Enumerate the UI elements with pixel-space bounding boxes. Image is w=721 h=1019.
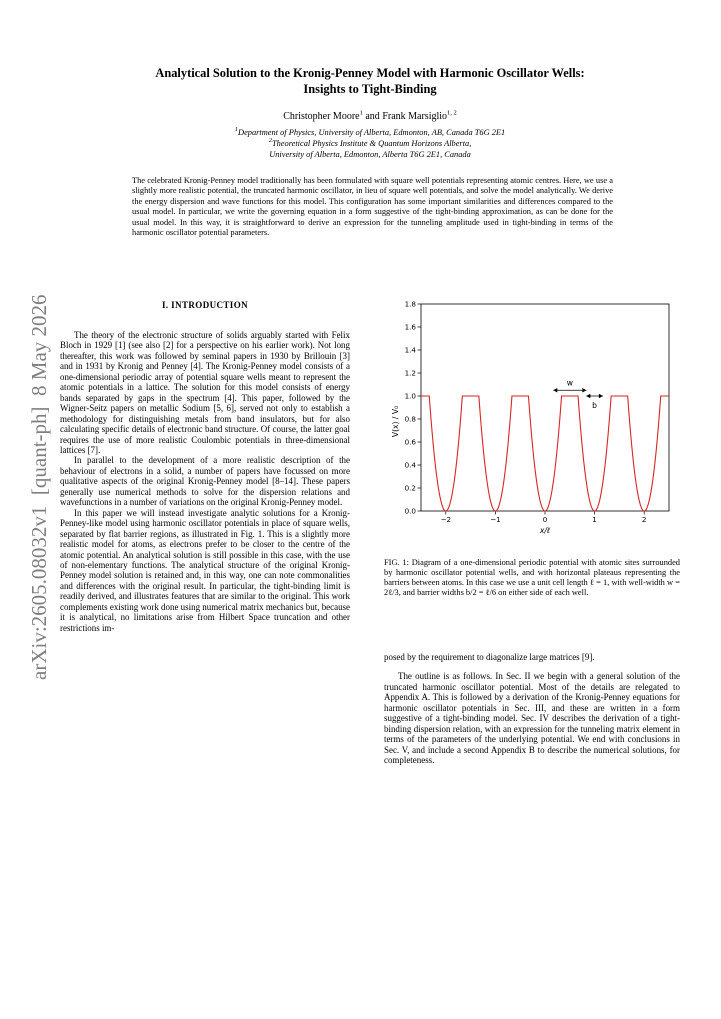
author-separator: and [362, 111, 383, 122]
arxiv-identifier: arXiv:2605.08032v1 [quant-ph] 8 May 2026 [27, 294, 51, 680]
paragraph: The theory of the electronic structure of solids arguably started with Felix Bloch in 1929 [1] (see also [2] for a perspective on his earlier work). Not long thereafter, this work was followed by seminal papers in 1930 by Brillouin [3] and in 1931 by Kronig and Penney [4]. The Kronig-Penney model consists of a one-dimensional periodic array of potential square wells meant to represent the atomic potentials in a lattice. The solution for this model consists of energy bands separated by gaps in the spectrum [4]. This paper, followed by the Wigner-Seitz papers on metallic Sodium [5, 6], served not only to establish a methodology for distinguishing metals from band insulators, but for also calculating specific details of electronic band structure. Of course, the latter goal requires the use of more realistic Coulombic potentials in three-dimensional lattices [7]. [60, 330, 350, 455]
arrow-head-left [586, 394, 590, 398]
y-axis-label: V(x) / V₀ [391, 405, 400, 438]
y-tick-label: 1.6 [404, 322, 416, 332]
potential-curve [421, 396, 669, 511]
y-tick-label: 0.8 [404, 414, 416, 424]
affiliation-line: Theoretical Physics Institute & Quantum Horizons Alberta, [271, 139, 472, 148]
plot-frame [421, 304, 669, 511]
x-tick-label: −2 [440, 515, 452, 524]
arrow-head-right [599, 394, 603, 398]
y-tick-label: 1.0 [404, 391, 416, 401]
x-tick-label: 1 [592, 515, 597, 524]
author-name: Christopher Moore [283, 111, 360, 122]
left-column [60, 330, 350, 633]
paragraph: In this paper we will instead investigate analytic solutions for a Kronig-Penney-like model using harmonic oscillator potentials in place of square wells, separated by flat barrier regions, as illustrated in Fig. 1. This is a slightly more realistic model for atoms, as electrons prefer to be closer to the centre of the atomic potential. An analytical solution is still possible in this case, with the use of non-elementary functions. The analytical structure of the original Kronig-Penney model solution is retained and, in this way, one can note commonalities and differences with the original result. In particular, the tight-binding limit is readily derived, and illustrates features that are similar to the original. This work complements existing work done using numerical matrix mechanics but, because it is analytical, no limitations arise from Hilbert Space truncation and other restrictions im- [60, 507, 350, 633]
paragraph: posed by the requirement to diagonalize large matrices [9]. [384, 652, 595, 662]
y-tick-label: 0.4 [404, 460, 416, 470]
arrow-head-right [582, 388, 586, 392]
title-line-2: Insights to Tight-Binding [303, 82, 437, 96]
affiliation-marker: 1 [234, 126, 239, 134]
annotation-label: w [566, 378, 573, 388]
y-tick-label: 1.4 [404, 345, 416, 355]
affiliation-line: University of Alberta, Edmonton, Alberta T6G 2E1, Canada [269, 150, 471, 159]
title-line-1: Analytical Solution to the Kronig-Penney Model with Harmonic Oscillator Wells: [155, 66, 585, 80]
affiliation-marker: 1, 2 [447, 109, 457, 117]
author-list [70, 111, 670, 122]
y-tick-label: 1.2 [404, 368, 416, 378]
author-name: Frank Marsiglio [382, 111, 448, 122]
y-tick-label: 0.6 [404, 437, 416, 447]
x-tick-label: 0 [542, 515, 548, 524]
affiliation-marker: 2 [268, 137, 272, 145]
paper-title [70, 65, 670, 97]
section-heading: I. INTRODUCTION [161, 300, 248, 310]
figure-caption: FIG. 1: Diagram of a one-dimensional periodic potential with atomic sites surrounded by harmonic oscillator potential wells, and with horizontal plateaus representing the barriers between atoms. In this case we use a unit cell length ℓ = 1, with well-width w = 2ℓ/3, and barrier widths b/2 = ℓ/6 on either side of each well. [384, 558, 680, 597]
y-tick-label: 0.0 [404, 506, 416, 516]
x-tick-label: 2 [641, 515, 647, 524]
y-tick-label: 0.2 [404, 483, 416, 493]
paragraph: In parallel to the development of a more realistic description of the behaviour of electrons in a solid, a number of papers have focussed on more qualitative aspects of the original Kronig-Penney model [8–14]. These papers generally use numerical methods to solve for the dispersion relations and wavefunctions in a number of variations on the original Kronig-Penney model. [60, 455, 350, 508]
x-axis-label: x/ℓ [539, 526, 551, 535]
affiliation-marker: 1 [359, 109, 363, 117]
arxiv-stamp [18, 290, 54, 690]
annotation-label: b [592, 401, 598, 410]
right-column [384, 652, 680, 766]
affiliation-line: Department of Physics, University of Alberta, Edmonton, AB, Canada T6G 2E1 [238, 128, 506, 137]
affiliations [70, 127, 670, 160]
paragraph: The outline is as follows. In Sec. II we begin with a general solution of the truncated harmonic oscillator potential. Most of the details are relegated to Appendix A. This is followed by a derivation of the Kronig-Penney equations for harmonic oscillator potentials in Sec. III, and these are written in a form suggestive of a tight-binding model. Sec. IV describes the derivation of a tight-binding dispersion relation, with an expression for the tunneling matrix element in terms of the parameters of the underlying potential. We end with conclusions in Sec. V, and include a second Appendix B to describe the numerical solutions, for completeness. [384, 671, 680, 766]
y-tick-label: 1.8 [404, 299, 416, 309]
x-tick-label: −1 [490, 515, 501, 524]
potential-figure [380, 296, 680, 540]
abstract: The celebrated Kronig-Penney model traditionally has been formulated with square well potentials representing atomic centres. Here, we use a slightly more realistic potential, the truncated harmonic oscillator, in lieu of square well potentials, and solve the model analytically. We derive the energy dispersion and wave functions for this model. This configuration has some important similarities and differences compared to the usual model. In particular, we write the governing equation in a form suggestive of the tight-binding approximation, as can be done for the usual model. In this way, it is straightforward to derive an expression for the tunneling amplitude used in tight-binding in terms of the harmonic oscillator potential parameters. [132, 176, 613, 238]
arrow-head-left [553, 388, 557, 392]
